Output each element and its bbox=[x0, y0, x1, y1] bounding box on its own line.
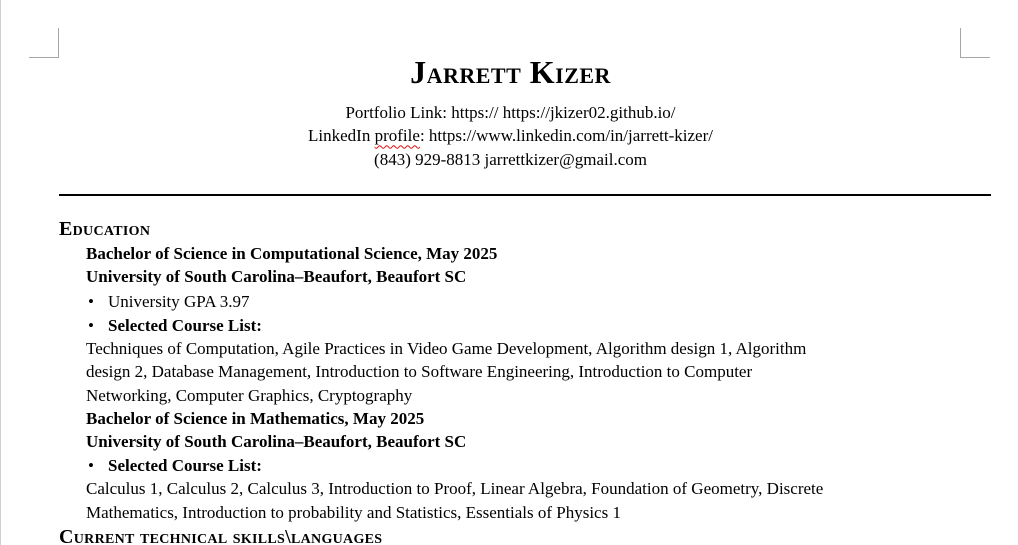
list-item-gpa bbox=[88, 290, 965, 313]
degree-school-mathematics: University of South Carolina–Beaufort, Beaufort SC bbox=[86, 431, 467, 451]
linkedin-line-prefix: LinkedIn bbox=[308, 126, 375, 146]
degree-title-computational-science: Bachelor of Science in Computational Science, May 2025 bbox=[86, 244, 498, 263]
list-item-selected-courses-cs bbox=[88, 314, 965, 337]
resume-body bbox=[59, 216, 965, 545]
section-heading-skills: Current technical skills\languages bbox=[59, 525, 383, 545]
header-divider-rule bbox=[59, 194, 991, 196]
course-list-cs-line-2: design 2, Database Management, Introduction to Software Engineering, Introduction to Computer bbox=[86, 362, 753, 382]
candidate-name: Jarrett Kizer bbox=[410, 54, 611, 90]
margin-crop-mark-top-left-horizontal bbox=[29, 57, 59, 58]
resume-header bbox=[59, 50, 962, 171]
selected-course-list-label: Selected Course List: bbox=[108, 316, 262, 336]
course-list-math-line-2: Mathematics, Introduction to probability and Statistics, Essentials of Physics 1 bbox=[86, 502, 621, 522]
margin-crop-mark-top-right-horizontal bbox=[960, 57, 990, 58]
list-item-selected-courses-math bbox=[88, 454, 965, 477]
degree-title-mathematics: Bachelor of Science in Mathematics, May 2025 bbox=[86, 408, 425, 428]
phone-email-line: (843) 929-8813 jarrettkizer@gmail.com bbox=[374, 149, 647, 169]
linkedin-line-rest: : https://www.linkedin.com/in/jarrett-kizer/ bbox=[419, 126, 713, 146]
bullet-icon: • bbox=[88, 291, 94, 311]
course-list-math-line-1: Calculus 1, Calculus 2, Calculus 3, Introduction to Proof, Linear Algebra, Foundation of Geometry, Discrete bbox=[86, 479, 824, 499]
course-list-cs-line-1: Techniques of Computation, Agile Practices in Video Game Development, Algorithm design 1, Algorithm bbox=[86, 339, 807, 359]
bullet-icon: • bbox=[88, 316, 94, 336]
portfolio-line: Portfolio Link: https:// https://jkizer02.github.io/ bbox=[345, 103, 676, 122]
bullet-icon: • bbox=[88, 456, 94, 476]
linkedin-line bbox=[59, 124, 962, 147]
selected-course-list-label: Selected Course List: bbox=[108, 456, 262, 476]
gpa-text: University GPA 3.97 bbox=[108, 291, 250, 311]
degree-school-computational-science: University of South Carolina–Beaufort, Beaufort SC bbox=[86, 267, 467, 287]
course-list-cs-line-3: Networking, Computer Graphics, Cryptography bbox=[86, 385, 413, 405]
section-heading-education: Education bbox=[59, 218, 151, 240]
page-edge-line bbox=[0, 0, 1, 545]
spellcheck-underlined-word[interactable]: profile bbox=[374, 126, 420, 146]
